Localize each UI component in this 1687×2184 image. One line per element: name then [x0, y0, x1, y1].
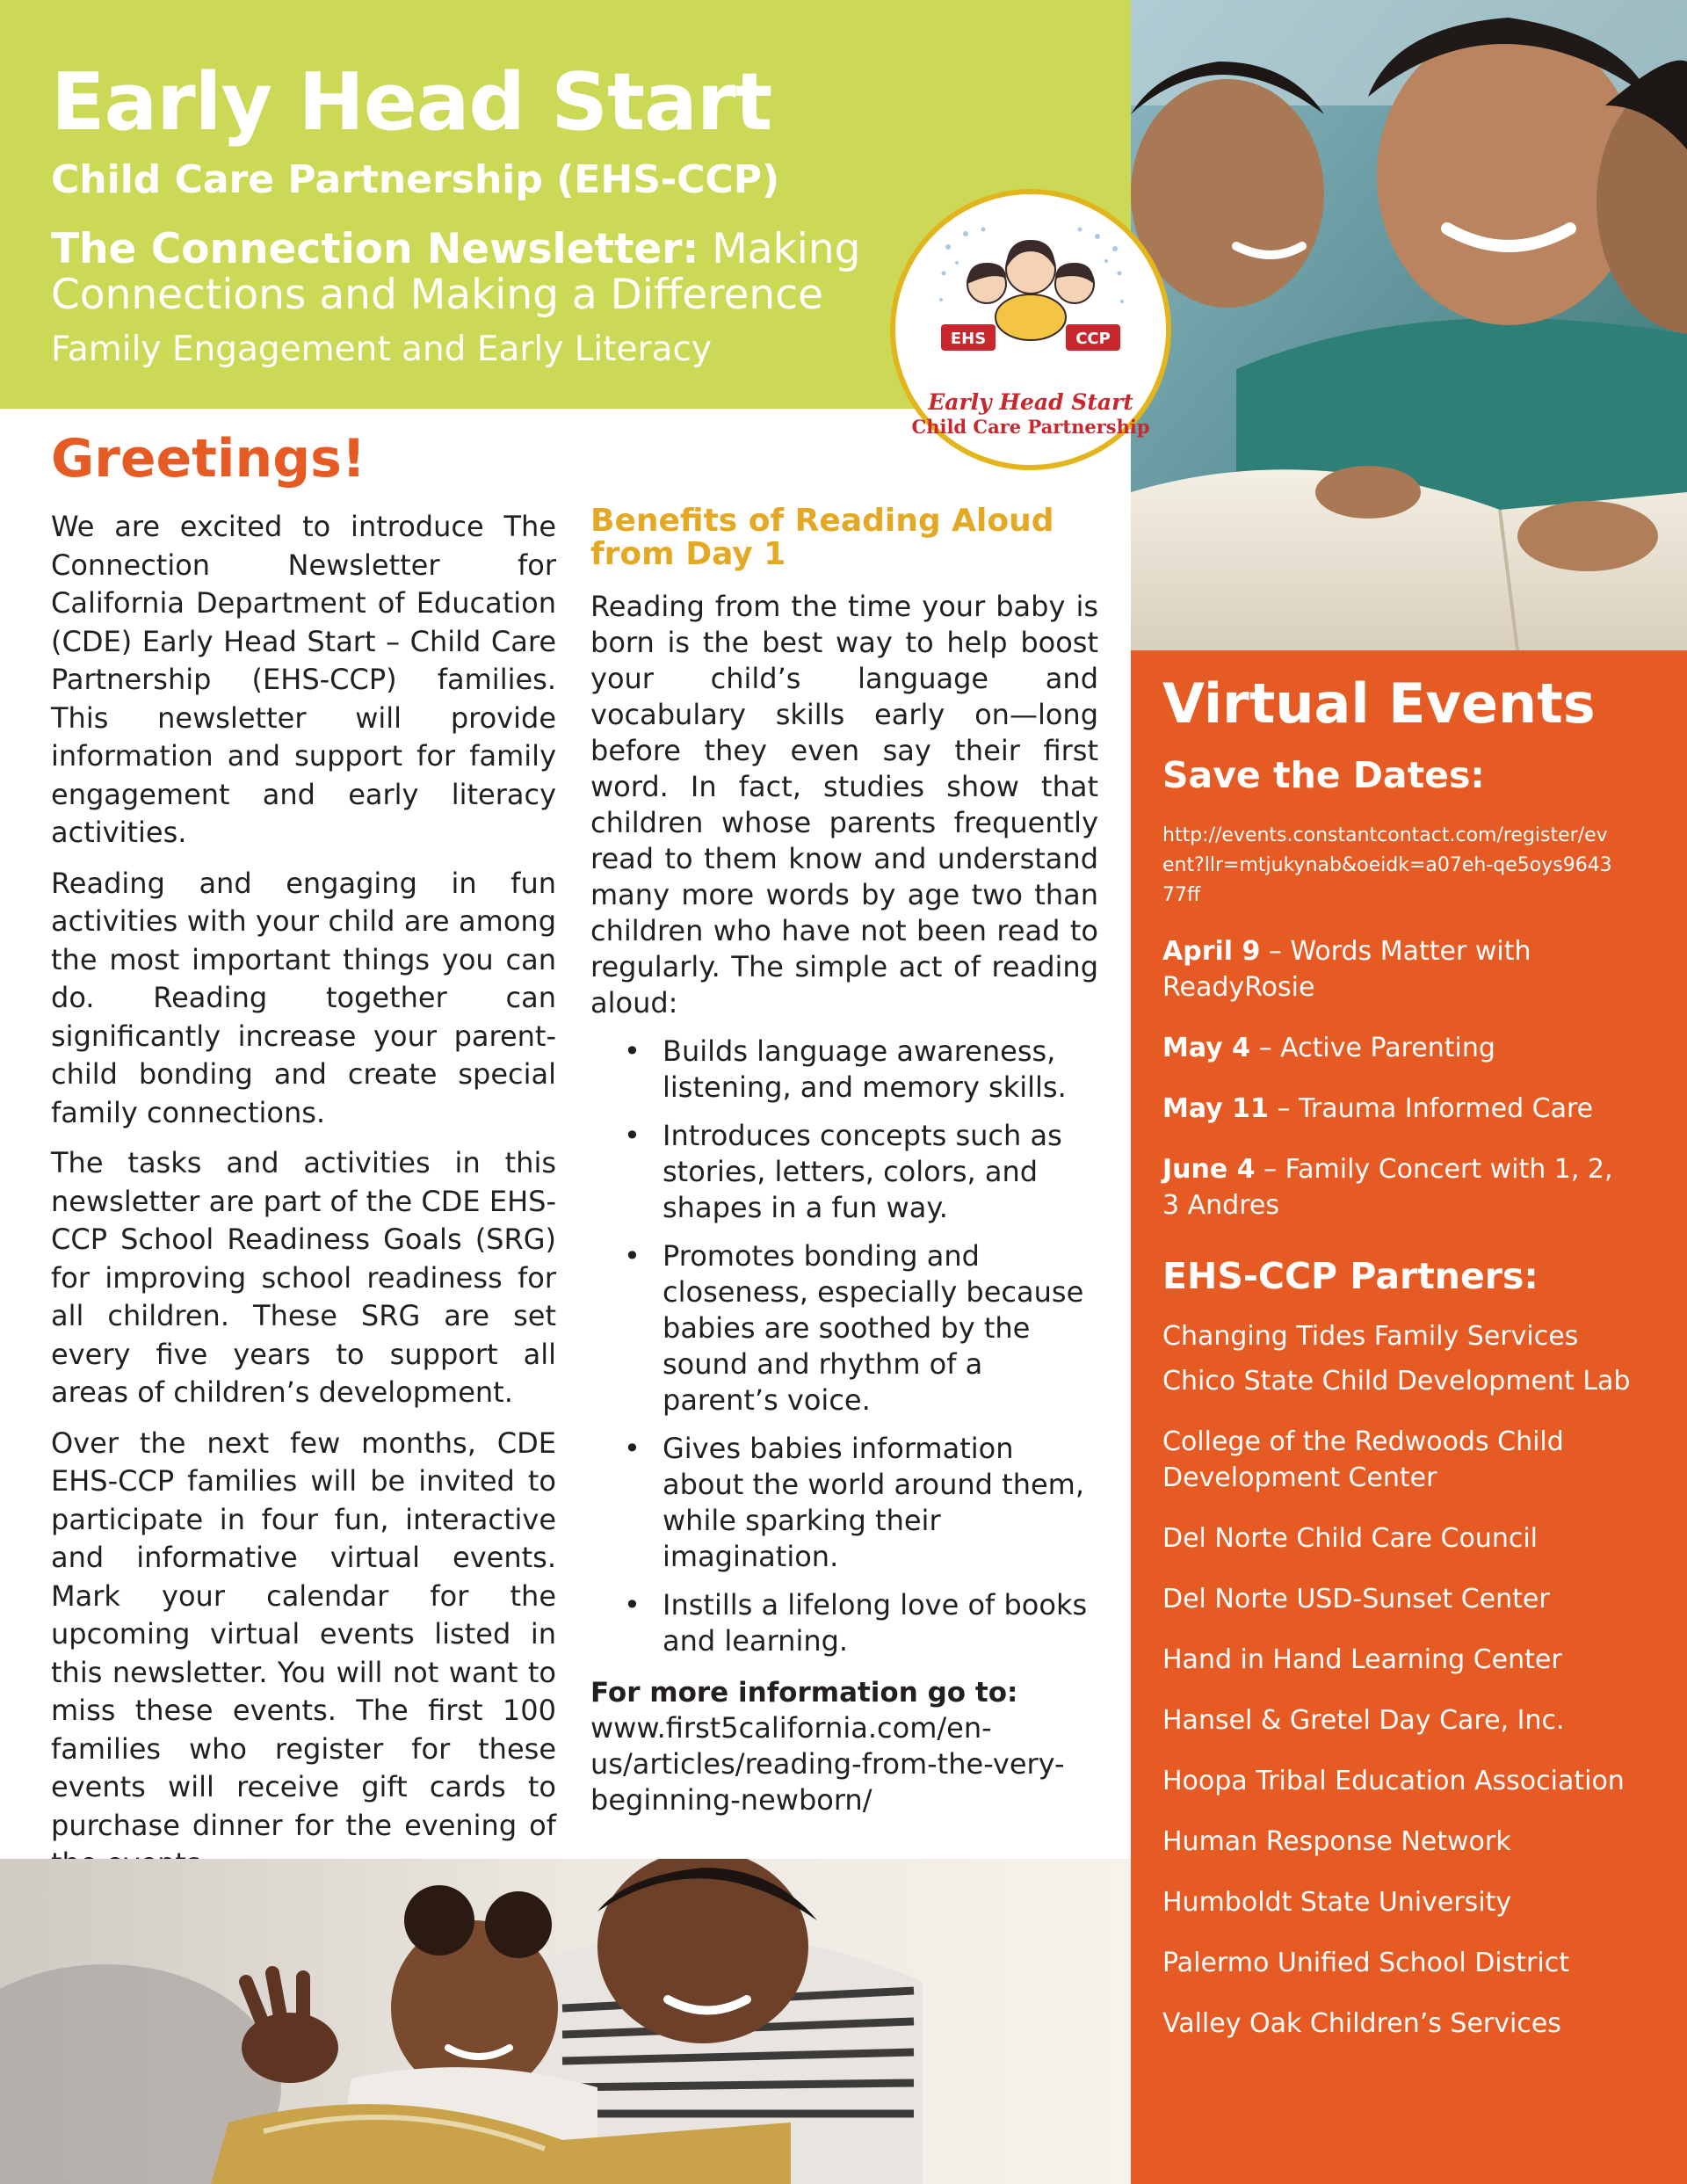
list-item: Hansel & Gretel Day Care, Inc. — [1162, 1705, 1565, 1736]
event-description: – Active Parenting — [1250, 1033, 1495, 1063]
registration-link[interactable]: http://events.constantcontact.com/register/event?llr=mtjukynab&oeidk=a07eh-qe5oys964377ff — [1162, 824, 1612, 906]
newsletter-name-bold: The Connection Newsletter: — [51, 225, 699, 273]
list-item: Hand in Hand Learning Center — [1162, 1644, 1562, 1675]
children-faces-icon — [930, 221, 1131, 370]
list-item: Hoopa Tribal Education Association — [1162, 1766, 1625, 1796]
benefits-heading: Benefits of Reading Aloud from Day 1 — [590, 503, 1054, 572]
list-item: • Instills a lifelong love of books and learning. — [615, 1587, 1098, 1659]
list-item: • Gives babies information about the world around them, while sparking their imagination. — [615, 1431, 1098, 1575]
ehs-ccp-logo — [890, 189, 1171, 470]
list-item: College of the Redwoods Child Development Center — [1162, 1426, 1564, 1493]
list-item — [1162, 1091, 1637, 1127]
list-item: • Promotes bonding and closeness, especially because babies are soothed by the sound and rhythm of a parent’s voice. — [615, 1238, 1098, 1419]
event-description: – Family Concert with 1, 2, 3 Andres — [1162, 1154, 1613, 1221]
greetings-paragraph: Over the next few months, CDE EHS-CCP families will be invited to participate in four fun, interactive and informative virtual events. Mark your calendar for the upcoming virtual events listed in this newsletter. You will not want to miss these events. The first 100 families who register for these events will receive gift cards to purchase dinner for the evening of — [51, 1426, 556, 1842]
list-item: Del Norte Child Care Council — [1162, 1523, 1539, 1554]
greetings-paragraph: Reading and engaging in fun activities with your child are among the most important things you can do. Reading together can significantly increase your parent-child bonding and create special family connections. — [51, 866, 556, 1129]
list-item: Human Response Network — [1162, 1826, 1511, 1857]
event-date: June 4 — [1162, 1154, 1256, 1185]
events-list — [1162, 933, 1637, 1248]
more-info-label: For more information go to: — [590, 1677, 1018, 1709]
benefits-list — [590, 1034, 1098, 1659]
virtual-events-sidebar — [1131, 650, 1687, 2184]
greetings-paragraph: The tasks and activities in this newsletter are part of the CDE EHS-CCP School Readiness Goals (SRG) for improving school readiness for all children. These SRG are set every five years to support all areas of children’s development. — [51, 1146, 556, 1409]
newsletter-tagline: Family Engagement and Early Literacy — [51, 330, 713, 369]
more-info-link[interactable]: www.first5california.com/en-us/articles/reading-from-the-very-beginning-newborn/ — [590, 1711, 1065, 1817]
save-the-dates-heading: Save the Dates: — [1162, 754, 1485, 796]
list-item: Humboldt State University — [1162, 1887, 1512, 1918]
event-date: April 9 — [1162, 936, 1261, 967]
photo-mother-daughter-reading — [0, 1859, 1131, 2184]
newsletter-name-rest: Making Connections and Making a Difference — [51, 225, 861, 319]
list-item: Changing Tides Family Services — [1162, 1321, 1579, 1352]
list-item — [1162, 1030, 1637, 1066]
benefits-intro: Reading from the time your baby is born is the best way to help boost your child’s language and vocabulary skills early on—long before they even say their first word. In fact, studies show that children whose parents frequently read to them know and understand many more words by age two than children who have not been read to regularly. The simple act of reading aloud: — [590, 590, 1098, 1019]
logo-script-line2: Child Care Partnership — [911, 416, 1150, 438]
logo-badge-ccp: CCP — [1075, 330, 1111, 348]
page-subtitle: Child Care Partnership (EHS-CCP) — [51, 157, 780, 202]
partners-heading: EHS-CCP Partners: — [1162, 1255, 1539, 1297]
page-title: Early Head Start — [51, 56, 772, 149]
greetings-heading: Greetings! — [51, 428, 366, 490]
list-item: Valley Oak Children’s Services — [1162, 2008, 1561, 2039]
list-item: Del Norte USD-Sunset Center — [1162, 1584, 1550, 1614]
greetings-paragraph: We are excited to introduce The Connection Newsletter for California Department of Education (CDE) Early Head Start – Child Care Partnership (EHS-CCP) families. This newsletter will provide information and support for family engagement and early literacy activities. — [51, 510, 556, 849]
newsletter-name — [51, 227, 894, 318]
list-item — [1162, 1151, 1637, 1223]
event-date: May 11 — [1162, 1093, 1269, 1124]
event-description: – Words Matter with ReadyRosie — [1162, 936, 1531, 1003]
virtual-events-heading: Virtual Events — [1162, 671, 1596, 736]
logo-badge-ehs: EHS — [950, 330, 987, 348]
partners-list — [1162, 1318, 1654, 2066]
list-item: Palermo Unified School District — [1162, 1948, 1569, 1978]
event-description: – Trauma Informed Care — [1268, 1093, 1594, 1124]
list-item: • Introduces concepts such as stories, letters, colors, and shapes in a fun way. — [615, 1118, 1098, 1226]
greetings-column — [51, 508, 556, 1896]
list-item: Chico State Child Development Lab — [1162, 1366, 1631, 1397]
event-date: May 4 — [1162, 1033, 1251, 1063]
benefits-column — [590, 504, 1098, 1818]
photo-father-reading — [1131, 0, 1687, 650]
logo-script-line1: Early Head Start — [928, 389, 1133, 415]
list-item — [1162, 933, 1637, 1005]
list-item: • Builds language awareness, listening, and memory skills. — [615, 1034, 1098, 1106]
